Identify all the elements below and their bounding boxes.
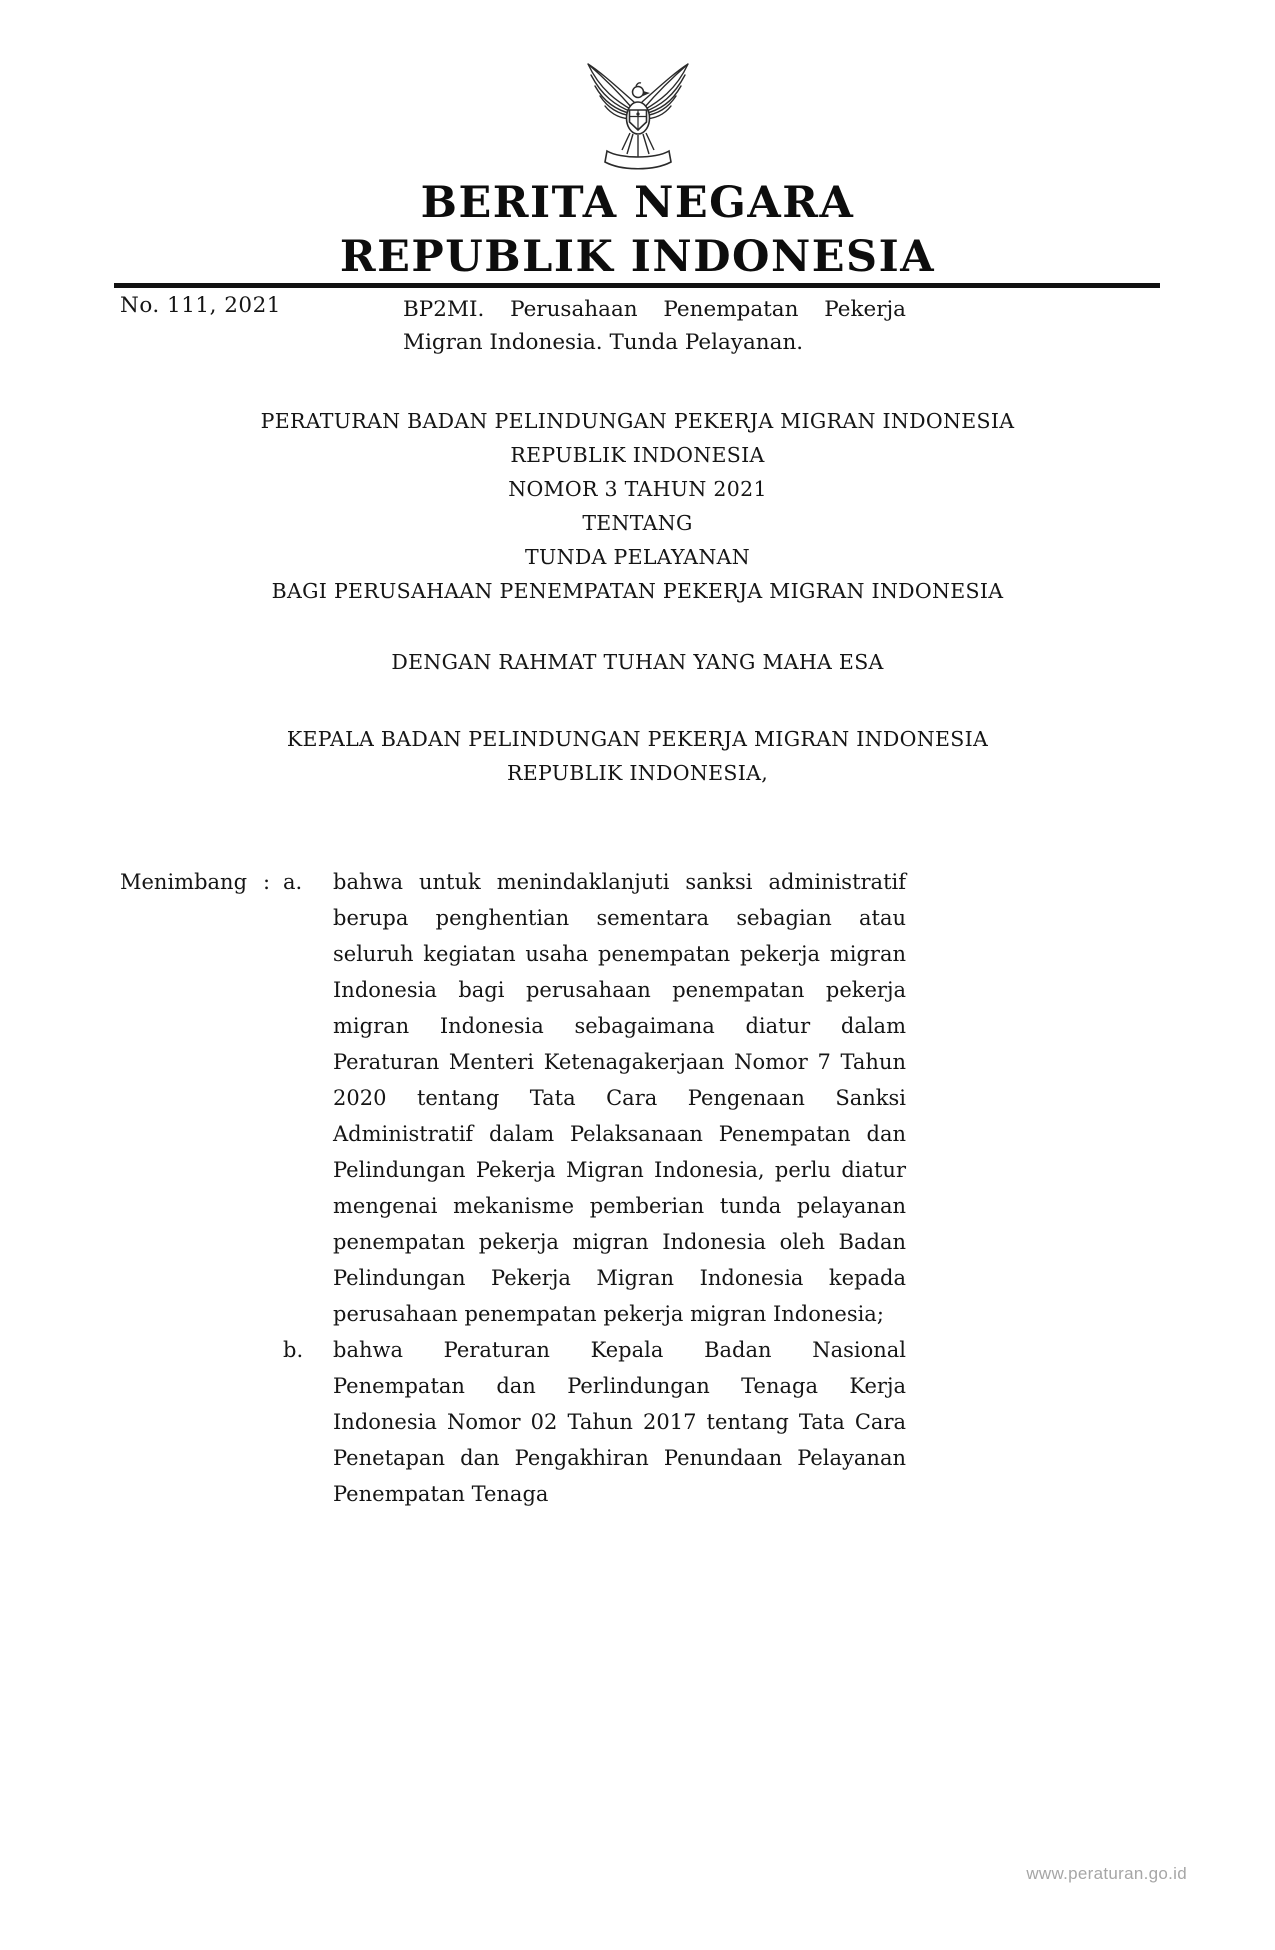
title-line-5: TUNDA PELAYANAN bbox=[525, 545, 750, 569]
considering-item-text-b: bahwa Peraturan Kepala Badan Nasional Penempatan dan Perlindungan Tenaga Kerja Indonesia Nomor 02 Tahun 2017 tentang Tata Cara Penetapan dan Pengakhiran Penundaan Pelayanan Penempatan Tenaga bbox=[333, 1338, 906, 1506]
considering-section bbox=[120, 864, 910, 1512]
invocation-line: DENGAN RAHMAT TUHAN YANG MAHA ESA bbox=[391, 650, 884, 674]
gazette-number: No. 111, 2021 bbox=[120, 293, 281, 318]
regulation-title-block bbox=[0, 404, 1275, 608]
title-line-6: BAGI PERUSAHAAN PENEMPATAN PEKERJA MIGRAN INDONESIA bbox=[271, 579, 1004, 603]
footer-url: www.peraturan.go.id bbox=[1026, 1864, 1187, 1883]
considering-item-marker-b: b. bbox=[283, 1338, 304, 1362]
gazette-info-row bbox=[120, 293, 910, 363]
title-line-1: PERATURAN BADAN PELINDUNGAN PEKERJA MIGRAN INDONESIA bbox=[260, 409, 1015, 433]
masthead-rule bbox=[114, 283, 1160, 288]
masthead-title-line2: REPUBLIK INDONESIA bbox=[339, 232, 936, 282]
considering-item-text-a: bahwa untuk menindaklanjuti sanksi administratif berupa penghentian sementara sebagian atau seluruh kegiatan usaha penempatan pekerja migran Indonesia bagi perusahaan penempatan pekerja migran Indonesia sebagaimana diatur dalam Peraturan Menteri Ketenagakerjaan Nomor 7 Tahun 2020 tentang Tata Cara Pengenaan Sanksi Administratif dalam Pelaksanaan Penempatan dan Pelindungan Pekerja Migran Indonesia, perlu diatur mengenai mekanisme pemberian tunda pelayanan penempatan pekerja migran Indonesia oleh Badan Pelindungan Pekerja Migran Indonesia kepada perusahaan penempatan pekerja migran Indonesia; bbox=[333, 870, 906, 1326]
masthead bbox=[0, 176, 1275, 284]
title-line-4: TENTANG bbox=[582, 511, 693, 535]
considering-colon: : bbox=[263, 870, 271, 894]
title-line-2: REPUBLIK INDONESIA bbox=[510, 443, 765, 467]
masthead-title-line1: BERITA NEGARA bbox=[420, 178, 855, 228]
considering-label: Menimbang bbox=[120, 870, 248, 894]
garuda-pancasila-emblem bbox=[582, 44, 694, 174]
gazette-subject: BP2MI. Perusahaan Penempatan Pekerja Migran Indonesia. Tunda Pelayanan. bbox=[403, 297, 906, 355]
authority-block bbox=[0, 722, 1275, 790]
authority-line-2: REPUBLIK INDONESIA, bbox=[506, 761, 769, 785]
authority-line-1: KEPALA BADAN PELINDUNGAN PEKERJA MIGRAN INDONESIA bbox=[286, 727, 989, 751]
title-line-3: NOMOR 3 TAHUN 2021 bbox=[508, 477, 767, 501]
considering-item-marker-a: a. bbox=[283, 870, 303, 894]
